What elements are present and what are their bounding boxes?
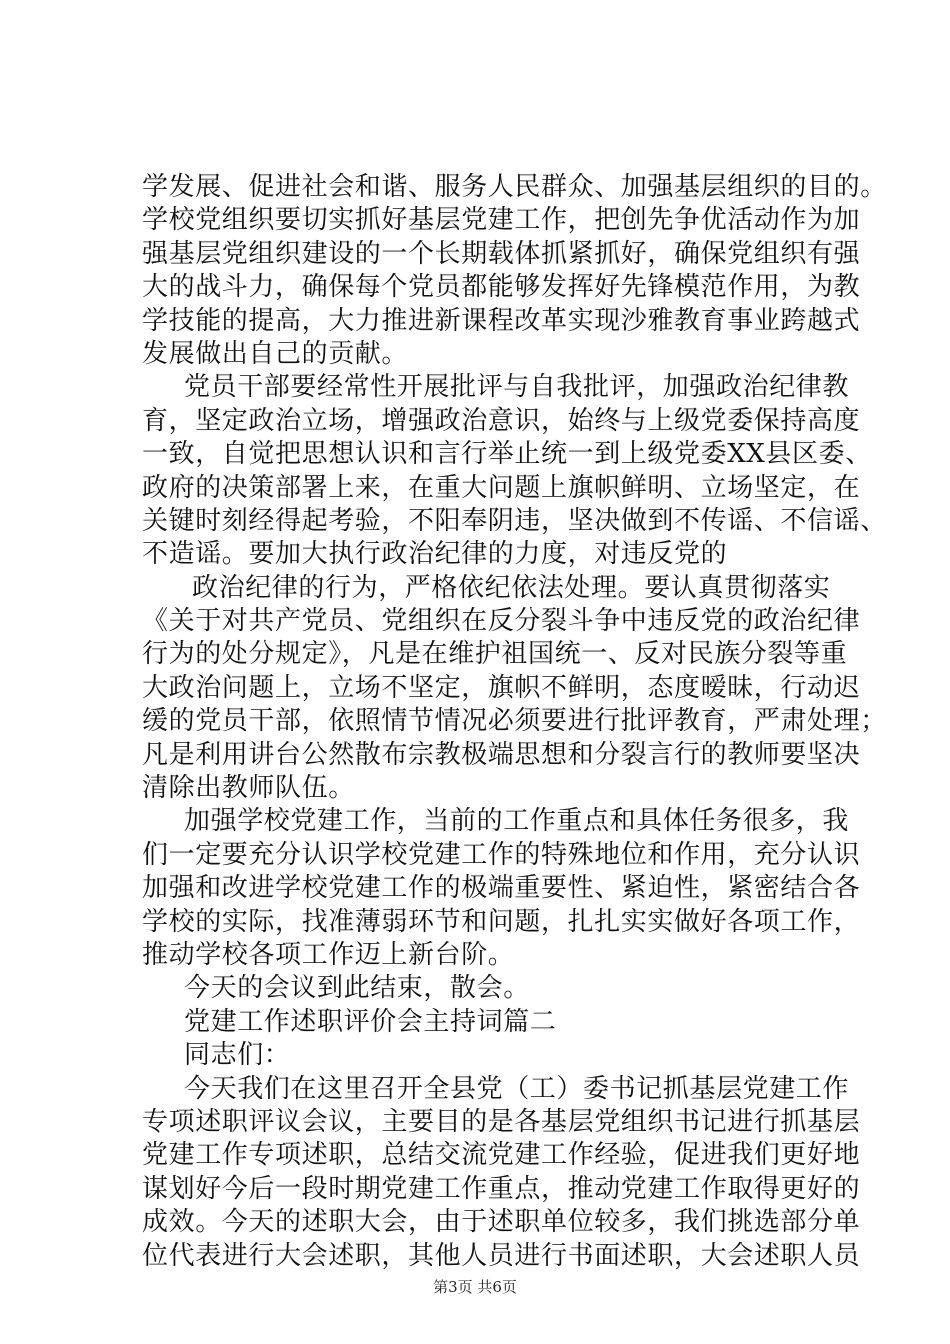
text-line: 党建工作专项述职，总结交流党建工作经验，促进我们更好地: [142, 1140, 861, 1171]
text-line: 学技能的提高，大力推进新课程改革实现沙雅教育事业跨越式: [142, 305, 861, 336]
text-line: 推动学校各项工作迈上新台阶。: [142, 939, 515, 970]
text-line: 学校党组织要切实抓好基层党建工作，把创先争优活动作为加: [142, 205, 861, 236]
text-line: 一致，自觉把思想认识和言行举止统一到上级党委XX县区委、: [142, 439, 872, 470]
text-line: 强基层党组织建设的一个长期载体抓紧抓好，确保党组织有强: [142, 238, 861, 269]
text-line: 们一定要充分认识学校党建工作的特殊地位和作用，充分认识: [142, 839, 861, 870]
text-line: 学发展、促进社会和谐、服务人民群众、加强基层组织的目的。: [142, 172, 887, 202]
salutation: 同志们：: [184, 1040, 291, 1071]
text-line: 政府的决策部署上来，在重大问题上旗帜鲜明、立场坚定，在: [142, 472, 861, 503]
text-line: 位代表进行大会述职，其他人员进行书面述职，大会述职人员: [142, 1240, 861, 1271]
text-line: 大政治问题上，立场不坚定，旗帜不鲜明，态度暧昧，行动迟: [142, 672, 861, 703]
text-line: 成效。今天的述职大会，由于述职单位较多，我们挑选部分单: [142, 1207, 861, 1238]
document-body: [142, 171, 887, 1273]
text-line: 发展做出自己的贡献。: [142, 338, 409, 369]
section-heading: 党建工作述职评价会主持词篇二: [184, 1006, 557, 1037]
text-line: 加强和改进学校党建工作的极端重要性、紧迫性，紧密结合各: [142, 873, 861, 904]
paragraph-start-line: 今天我们在这里召开全县党（工）委书记抓基层党建工作: [184, 1073, 850, 1104]
text-line: 清除出教师队伍。: [142, 773, 355, 804]
text-line: 凡是利用讲台公然散布宗教极端思想和分裂言行的教师要坚决: [142, 739, 861, 770]
paragraph-start-line: 今天的会议到此结束，散会。: [184, 973, 530, 1004]
text-line: 专项述职评议会议，主要目的是各基层党组织书记进行抓基层: [142, 1106, 861, 1137]
paragraph-start-line: 党员干部要经常性开展批评与自我批评，加强政治纪律教: [184, 372, 850, 403]
text-line: 缓的党员干部，依照情节情况必须要进行批评教育，严肃处理；: [142, 706, 887, 737]
text-line: 育，坚定政治立场，增强政治意识，始终与上级党委保持高度: [142, 405, 861, 436]
text-line: 《关于对共产党员、党组织在反分裂斗争中违反党的政治纪律: [142, 606, 861, 637]
text-line: 行为的处分规定》，凡是在维护祖国统一、反对民族分裂等重: [142, 639, 848, 670]
page-number-footer: 第3页 共6页: [433, 1278, 517, 1296]
text-line: 大的战斗力，确保每个党员都能够发挥好先锋模范作用，为教: [142, 272, 861, 303]
text-line: 关键时刻经得起考验，不阳奉阴违，坚决做到不传谣、不信谣、: [142, 505, 887, 536]
paragraph-start-line: 政治纪律的行为，严格依纪依法处理。要认真贯彻落实: [192, 572, 831, 603]
paragraph-start-line: 加强学校党建工作，当前的工作重点和具体任务很多，我: [184, 806, 850, 837]
text-line: 学校的实际，找准薄弱环节和问题，扎扎实实做好各项工作，: [142, 906, 861, 937]
text-line: 不造谣。要加大执行政治纪律的力度，对违反党的: [142, 539, 728, 570]
text-line: 谋划好今后一段时期党建工作重点，推动党建工作取得更好的: [142, 1173, 861, 1204]
